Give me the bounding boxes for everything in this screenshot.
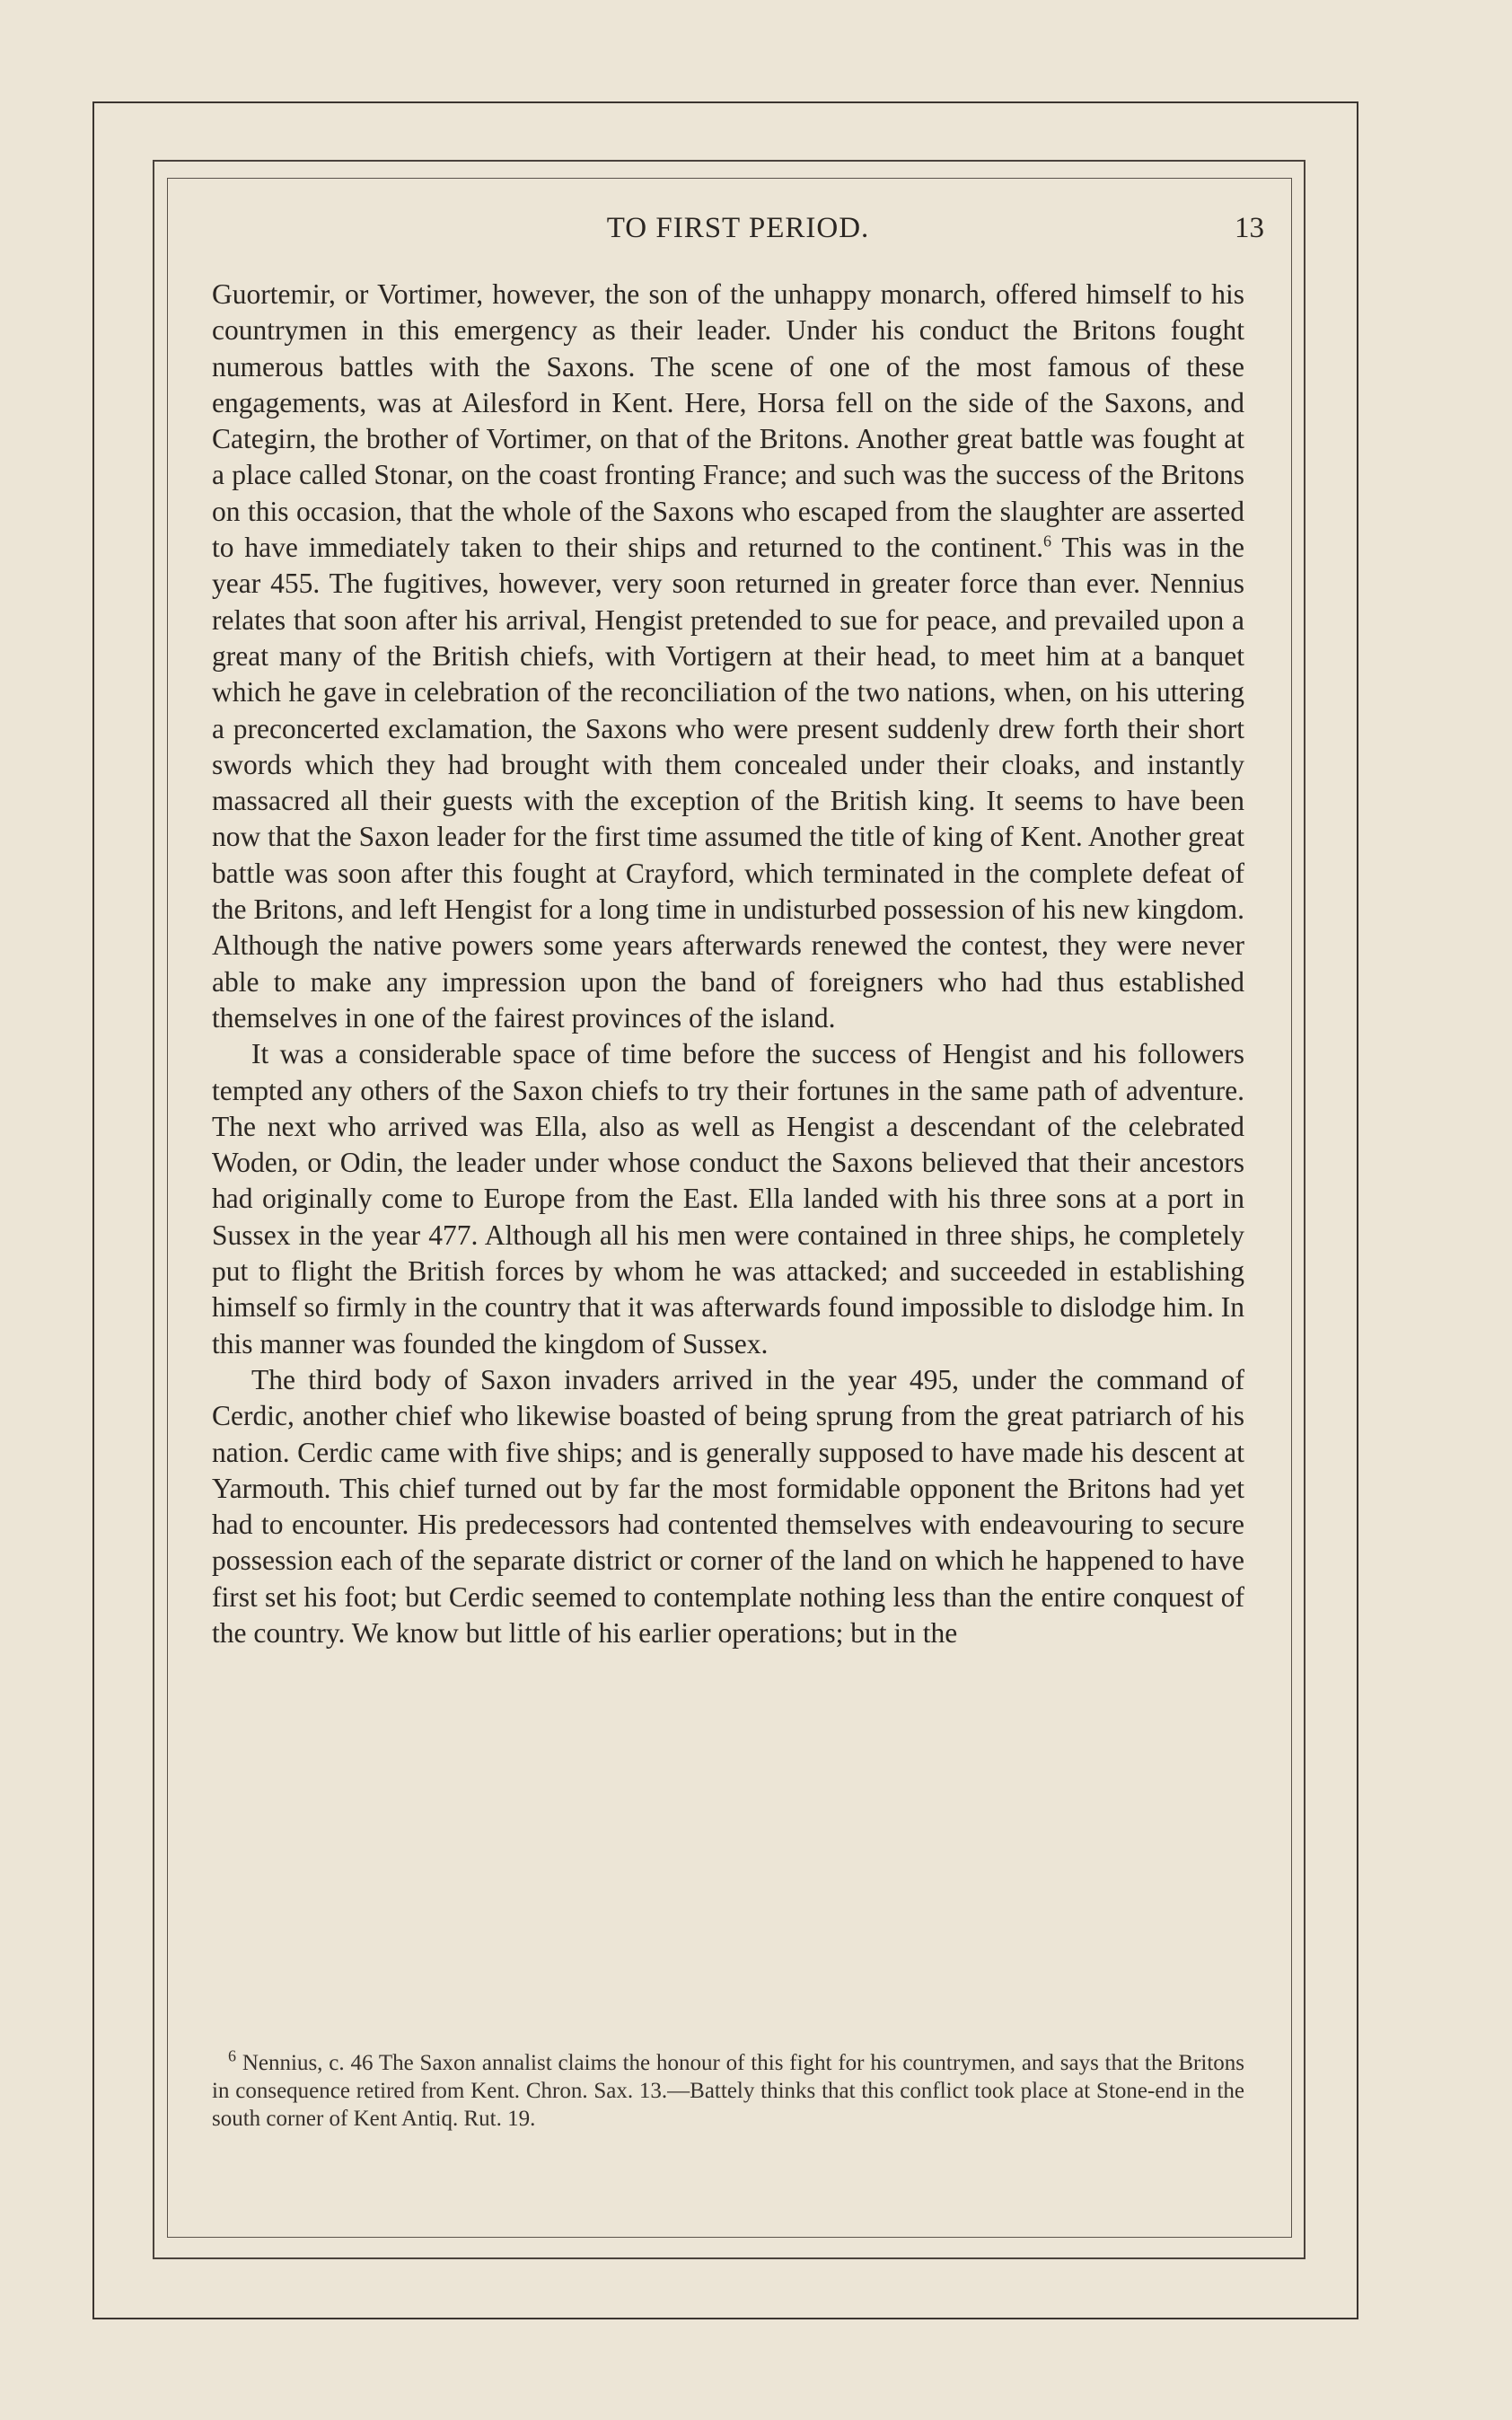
running-title: TO FIRST PERIOD. xyxy=(606,212,870,244)
footnote-marker: 6 xyxy=(228,2046,236,2065)
paragraph-1 xyxy=(212,277,1244,1036)
footnote-reference: 6 xyxy=(1043,532,1051,550)
paragraph-2: It was a considerable space of time before the success of Hengist and his followers tempted any others of the Saxon chiefs to try their fortunes in the same path of adventure. The next who arrived was Ella, also as well as Hengist a descendant of the celebrated Woden, or Odin, the leader under whose conduct the Saxons believed that their ancestors had originally come to Europe from the East. Ella landed with his three sons at a port in Sussex in the year 477. Although all his men were contained in three ships, he completely put to flight the British forces by whom he was attacked; and succeeded in establishing himself so firmly in the country that it was afterwards found impossible to dislodge him. In this manner was founded the kingdom of Sussex. xyxy=(212,1038,1244,1360)
paragraph-1-continuation: This was in the year 455. The fugitives, however, very soon returned in greater force than ever. Nennius relates that soon after his arrival, Hengist pretended to sue for peace, and prevailed upon a great many of the British chiefs, with Vortigern at their head, to meet him at a banquet which he gave in celebration of the reconciliation of the two nations, when, on his uttering a preconcerted exclamation, the Saxons who were present suddenly drew forth their short swords which they had brought with them concealed under their cloaks, and instantly massacred all their guests with the exception of the British king. It seems to have been now that the Saxon leader for the first time assumed the title of king of Kent. Another great battle was soon after this fought at Crayford, which terminated in the complete defeat of the Britons, and left Hengist for a long time in undisturbed possession of his new kingdom. Although the native powers some years afterwards renewed the contest, they were never able to make any impression upon the band of foreigners who had thus established themselves in one of the fairest provinces of the island. xyxy=(212,532,1244,1034)
page-header xyxy=(212,212,1264,251)
footnote-text: Nennius, c. 46 The Saxon annalist claims the honour of this fight for his countrymen, and says that the Britons in consequence retired from Kent. Chron. Sax. 13.—Battely thinks that this conflict took place at Stone-end in the south corner of Kent Antiq. Rut. 19. xyxy=(212,2051,1244,2131)
body-text xyxy=(212,277,1244,1651)
paragraph-3: The third body of Saxon invaders arrived in the year 495, under the command of Cerdic, another chief who likewise boasted of being sprung from the great patriarch of his nation. Cerdic came with five ships; and is generally supposed to have made his descent at Yarmouth. This chief turned out by far the most formidable opponent the Britons had yet had to encounter. His predecessors had contented themselves with endeavouring to secure possession each of the separate district or corner of the land on which he happened to have first set his foot; but Cerdic seemed to contemplate nothing less than the entire conquest of the country. We know but little of his earlier operations; but in the xyxy=(212,1363,1244,1649)
footnote xyxy=(212,2046,1244,2133)
paragraph-1-text: Guortemir, or Vortimer, however, the son of the unhappy monarch, offered himself to his countrymen in this emergency as their leader. Under his conduct the Britons fought numerous battles with the Saxons. The scene of one of the most famous of these engagements, was at Ailesford in Kent. Here, Horsa fell on the side of the Saxons, and Categirn, the brother of Vortimer, on that of the Britons. Another great battle was fought at a place called Stonar, on the coast fronting France; and such was the success of the Britons on this occasion, that the whole of the Saxons who escaped from the slaughter are asserted to have immediately taken to their ships and returned to the continent. xyxy=(212,278,1244,564)
page-number: 13 xyxy=(1235,212,1264,244)
